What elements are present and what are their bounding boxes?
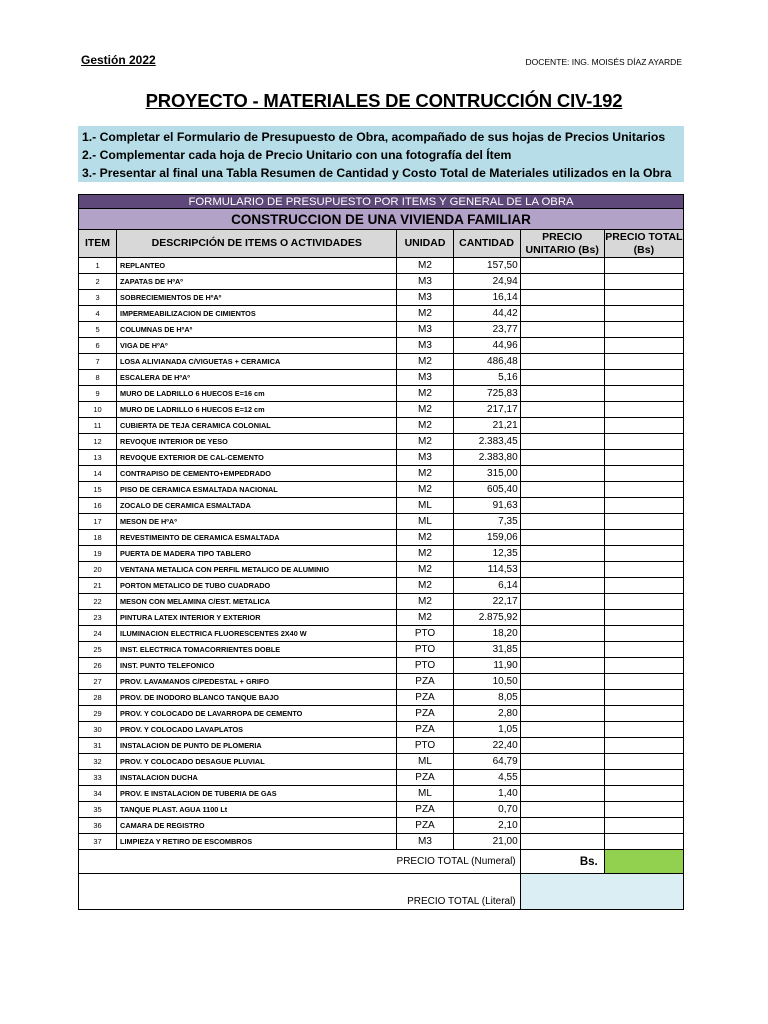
item-number: 20 xyxy=(79,562,117,578)
item-quantity: 2,10 xyxy=(453,818,520,834)
item-unit-price[interactable] xyxy=(520,578,604,594)
item-total-price[interactable] xyxy=(604,770,683,786)
item-total-price[interactable] xyxy=(604,338,683,354)
table-row xyxy=(79,658,684,674)
table-row xyxy=(79,498,684,514)
item-description: PROV. E INSTALACION DE TUBERIA DE GAS xyxy=(117,786,397,802)
item-unit: M2 xyxy=(397,594,453,610)
item-number: 29 xyxy=(79,706,117,722)
item-unit: M3 xyxy=(397,450,453,466)
item-unit-price[interactable] xyxy=(520,722,604,738)
table-row xyxy=(79,434,684,450)
item-unit: M2 xyxy=(397,258,453,274)
table-row xyxy=(79,626,684,642)
item-quantity: 21,00 xyxy=(453,834,520,850)
item-description: REVOQUE EXTERIOR DE CAL-CEMENTO xyxy=(117,450,397,466)
table-row xyxy=(79,306,684,322)
item-unit: M2 xyxy=(397,610,453,626)
item-total-price[interactable] xyxy=(604,834,683,850)
item-unit: M3 xyxy=(397,290,453,306)
item-unit-price[interactable] xyxy=(520,354,604,370)
item-quantity: 16,14 xyxy=(453,290,520,306)
table-row xyxy=(79,786,684,802)
item-unit: ML xyxy=(397,786,453,802)
item-unit: PZA xyxy=(397,818,453,834)
form-title: FORMULARIO DE PRESUPUESTO POR ITEMS Y GENERAL DE LA OBRA xyxy=(79,195,684,209)
item-number: 6 xyxy=(79,338,117,354)
item-total-price[interactable] xyxy=(604,754,683,770)
table-row xyxy=(79,258,684,274)
item-number: 22 xyxy=(79,594,117,610)
table-row xyxy=(79,354,684,370)
table-row xyxy=(79,642,684,658)
item-unit-price[interactable] xyxy=(520,594,604,610)
item-unit-price[interactable] xyxy=(520,290,604,306)
item-unit-price[interactable] xyxy=(520,274,604,290)
item-quantity: 159,06 xyxy=(453,530,520,546)
item-total-price[interactable] xyxy=(604,594,683,610)
table-row xyxy=(79,562,684,578)
item-number: 16 xyxy=(79,498,117,514)
table-row xyxy=(79,818,684,834)
item-description: ZOCALO DE CERAMICA ESMALTADA xyxy=(117,498,397,514)
item-total-price[interactable] xyxy=(604,626,683,642)
item-description: SOBRECIEMIENTOS DE HºAº xyxy=(117,290,397,306)
item-number: 19 xyxy=(79,546,117,562)
item-number: 5 xyxy=(79,322,117,338)
col-header-unit: UNIDAD xyxy=(397,230,453,258)
item-unit-price[interactable] xyxy=(520,642,604,658)
item-total-price[interactable] xyxy=(604,674,683,690)
item-quantity: 1,05 xyxy=(453,722,520,738)
item-description: TANQUE PLAST. AGUA 1100 Lt xyxy=(117,802,397,818)
instruction-3: 3.- Presentar al final una Tabla Resumen de Cantidad y Costo Total de Materiales utilizados en la Obra xyxy=(82,166,672,180)
item-total-price[interactable] xyxy=(604,610,683,626)
item-total-price[interactable] xyxy=(604,706,683,722)
item-unit-price[interactable] xyxy=(520,402,604,418)
item-description: IMPERMEABILIZACION DE CIMIENTOS xyxy=(117,306,397,322)
item-unit: M3 xyxy=(397,322,453,338)
table-row xyxy=(79,754,684,770)
item-unit: M2 xyxy=(397,386,453,402)
item-quantity: 217,17 xyxy=(453,402,520,418)
item-unit-price[interactable] xyxy=(520,834,604,850)
table-row xyxy=(79,706,684,722)
item-number: 27 xyxy=(79,674,117,690)
item-quantity: 44,42 xyxy=(453,306,520,322)
item-quantity: 44,96 xyxy=(453,338,520,354)
item-description: INST. ELECTRICA TOMACORRIENTES DOBLE xyxy=(117,642,397,658)
item-quantity: 5,16 xyxy=(453,370,520,386)
item-total-price[interactable] xyxy=(604,514,683,530)
item-number: 33 xyxy=(79,770,117,786)
item-number: 7 xyxy=(79,354,117,370)
item-unit-price[interactable] xyxy=(520,610,604,626)
item-number: 11 xyxy=(79,418,117,434)
item-total-price[interactable] xyxy=(604,306,683,322)
item-description: INSTALACION DE PUNTO DE PLOMERIA xyxy=(117,738,397,754)
item-number: 24 xyxy=(79,626,117,642)
table-row xyxy=(79,402,684,418)
item-quantity: 24,94 xyxy=(453,274,520,290)
item-total-price[interactable] xyxy=(604,482,683,498)
item-number: 21 xyxy=(79,578,117,594)
item-unit-price[interactable] xyxy=(520,418,604,434)
item-quantity: 21,21 xyxy=(453,418,520,434)
item-quantity: 18,20 xyxy=(453,626,520,642)
budget-table xyxy=(78,194,684,910)
table-row xyxy=(79,674,684,690)
item-quantity: 91,63 xyxy=(453,498,520,514)
item-unit: M3 xyxy=(397,338,453,354)
item-description: ESCALERA DE HºAº xyxy=(117,370,397,386)
table-row xyxy=(79,802,684,818)
item-unit: PZA xyxy=(397,802,453,818)
table-row xyxy=(79,722,684,738)
item-description: CAMARA DE REGISTRO xyxy=(117,818,397,834)
item-description: PUERTA DE MADERA TIPO TABLERO xyxy=(117,546,397,562)
item-total-price[interactable] xyxy=(604,578,683,594)
item-description: CONTRAPISO DE CEMENTO+EMPEDRADO xyxy=(117,466,397,482)
item-quantity: 315,00 xyxy=(453,466,520,482)
item-number: 3 xyxy=(79,290,117,306)
item-unit: PZA xyxy=(397,722,453,738)
item-unit: PTO xyxy=(397,626,453,642)
table-row xyxy=(79,386,684,402)
item-quantity: 8,05 xyxy=(453,690,520,706)
item-unit: ML xyxy=(397,514,453,530)
item-total-price[interactable] xyxy=(604,818,683,834)
table-row xyxy=(79,530,684,546)
item-number: 13 xyxy=(79,450,117,466)
item-quantity: 2.383,80 xyxy=(453,450,520,466)
item-description: VENTANA METALICA CON PERFIL METALICO DE ALUMINIO xyxy=(117,562,397,578)
item-description: PORTON METALICO DE TUBO CUADRADO xyxy=(117,578,397,594)
item-description: MESON DE HºAº xyxy=(117,514,397,530)
item-quantity: 10,50 xyxy=(453,674,520,690)
item-total-price[interactable] xyxy=(604,418,683,434)
item-unit-price[interactable] xyxy=(520,738,604,754)
item-unit-price[interactable] xyxy=(520,770,604,786)
item-unit: PZA xyxy=(397,770,453,786)
item-unit: M2 xyxy=(397,546,453,562)
item-total-price[interactable] xyxy=(604,354,683,370)
item-unit: M3 xyxy=(397,370,453,386)
item-unit-price[interactable] xyxy=(520,562,604,578)
table-row xyxy=(79,370,684,386)
item-unit: PZA xyxy=(397,674,453,690)
item-number: 35 xyxy=(79,802,117,818)
item-number: 12 xyxy=(79,434,117,450)
item-unit: M2 xyxy=(397,306,453,322)
item-number: 2 xyxy=(79,274,117,290)
item-total-price[interactable] xyxy=(604,546,683,562)
item-unit: M3 xyxy=(397,834,453,850)
instruction-1: 1.- Completar el Formulario de Presupuesto de Obra, acompañado de sus hojas de Precios Unitarios xyxy=(82,130,666,144)
item-description: REPLANTEO xyxy=(117,258,397,274)
item-quantity: 23,77 xyxy=(453,322,520,338)
item-quantity: 22,40 xyxy=(453,738,520,754)
item-unit-price[interactable] xyxy=(520,530,604,546)
item-total-price[interactable] xyxy=(604,290,683,306)
item-total-price[interactable] xyxy=(604,466,683,482)
item-total-price[interactable] xyxy=(604,258,683,274)
item-description: PROV. Y COLOCADO DESAGUE PLUVIAL xyxy=(117,754,397,770)
item-number: 23 xyxy=(79,610,117,626)
item-quantity: 2,80 xyxy=(453,706,520,722)
item-unit: M2 xyxy=(397,482,453,498)
item-description: ZAPATAS DE HºAº xyxy=(117,274,397,290)
item-unit-price[interactable] xyxy=(520,498,604,514)
item-quantity: 7,35 xyxy=(453,514,520,530)
item-total-price[interactable] xyxy=(604,722,683,738)
item-description: MURO DE LADRILLO 6 HUECOS E=16 cm xyxy=(117,386,397,402)
item-total-price[interactable] xyxy=(604,498,683,514)
col-header-qty: CANTIDAD xyxy=(453,230,520,258)
item-quantity: 2.383,45 xyxy=(453,434,520,450)
item-number: 30 xyxy=(79,722,117,738)
item-description: PROV. Y COLOCADO DE LAVARROPA DE CEMENTO xyxy=(117,706,397,722)
item-unit: M2 xyxy=(397,354,453,370)
item-total-price[interactable] xyxy=(604,274,683,290)
item-unit: PZA xyxy=(397,690,453,706)
item-unit: PTO xyxy=(397,658,453,674)
item-unit-price[interactable] xyxy=(520,706,604,722)
item-description: ILUMINACION ELECTRICA FLUORESCENTES 2X40 W xyxy=(117,626,397,642)
item-description: MESON CON MELAMINA C/EST. METALICA xyxy=(117,594,397,610)
item-number: 26 xyxy=(79,658,117,674)
item-number: 17 xyxy=(79,514,117,530)
item-description: MURO DE LADRILLO 6 HUECOS E=12 cm xyxy=(117,402,397,418)
table-row xyxy=(79,578,684,594)
table-row xyxy=(79,290,684,306)
item-total-price[interactable] xyxy=(604,434,683,450)
item-description: VIGA DE HºAº xyxy=(117,338,397,354)
item-unit-price[interactable] xyxy=(520,546,604,562)
item-unit-price[interactable] xyxy=(520,674,604,690)
instruction-2: 2.- Complementar cada hoja de Precio Unitario con una fotografía del Ítem xyxy=(82,148,512,162)
item-quantity: 114,53 xyxy=(453,562,520,578)
item-unit-price[interactable] xyxy=(520,386,604,402)
item-unit-price[interactable] xyxy=(520,482,604,498)
item-unit-price[interactable] xyxy=(520,434,604,450)
item-number: 31 xyxy=(79,738,117,754)
item-unit-price[interactable] xyxy=(520,450,604,466)
item-unit-price[interactable] xyxy=(520,514,604,530)
item-description: PISO DE CERAMICA ESMALTADA NACIONAL xyxy=(117,482,397,498)
table-row xyxy=(79,738,684,754)
item-total-price[interactable] xyxy=(604,562,683,578)
table-row xyxy=(79,274,684,290)
table-row xyxy=(79,466,684,482)
item-number: 4 xyxy=(79,306,117,322)
item-quantity: 12,35 xyxy=(453,546,520,562)
item-description: REVESTIMEINTO DE CERAMICA ESMALTADA xyxy=(117,530,397,546)
item-unit: M2 xyxy=(397,402,453,418)
item-total-price[interactable] xyxy=(604,530,683,546)
item-number: 15 xyxy=(79,482,117,498)
item-unit-price[interactable] xyxy=(520,322,604,338)
item-quantity: 64,79 xyxy=(453,754,520,770)
table-row xyxy=(79,690,684,706)
item-description: PINTURA LATEX INTERIOR Y EXTERIOR xyxy=(117,610,397,626)
currency-label: Bs. xyxy=(520,850,604,874)
item-description: INSTALACION DUCHA xyxy=(117,770,397,786)
item-quantity: 11,90 xyxy=(453,658,520,674)
item-total-price[interactable] xyxy=(604,450,683,466)
item-description: LOSA ALIVIANADA C/VIGUETAS + CERAMICA xyxy=(117,354,397,370)
table-row xyxy=(79,610,684,626)
item-number: 28 xyxy=(79,690,117,706)
gestion-label: Gestión 2022 xyxy=(81,53,156,67)
item-total-price[interactable] xyxy=(604,642,683,658)
item-quantity: 486,48 xyxy=(453,354,520,370)
item-unit-price[interactable] xyxy=(520,306,604,322)
item-number: 25 xyxy=(79,642,117,658)
col-header-item: ITEM xyxy=(79,230,117,258)
item-number: 14 xyxy=(79,466,117,482)
col-header-unit-price: PRECIO UNITARIO (Bs) xyxy=(520,230,604,258)
item-quantity: 0,70 xyxy=(453,802,520,818)
docente-label: DOCENTE: ING. MOISÉS DÍAZ AYARDE xyxy=(525,57,682,67)
item-number: 34 xyxy=(79,786,117,802)
item-unit: M2 xyxy=(397,418,453,434)
item-total-price[interactable] xyxy=(604,690,683,706)
table-row xyxy=(79,338,684,354)
item-description: COLUMNAS DE HºAº xyxy=(117,322,397,338)
item-description: CUBIERTA DE TEJA CERAMICA COLONIAL xyxy=(117,418,397,434)
item-total-price[interactable] xyxy=(604,322,683,338)
table-row xyxy=(79,482,684,498)
item-total-price[interactable] xyxy=(604,738,683,754)
item-quantity: 1,40 xyxy=(453,786,520,802)
table-row xyxy=(79,514,684,530)
item-quantity: 157,50 xyxy=(453,258,520,274)
item-total-price[interactable] xyxy=(604,386,683,402)
item-total-price[interactable] xyxy=(604,370,683,386)
item-unit-price[interactable] xyxy=(520,658,604,674)
item-unit: PTO xyxy=(397,642,453,658)
item-total-price[interactable] xyxy=(604,786,683,802)
item-number: 37 xyxy=(79,834,117,850)
item-number: 1 xyxy=(79,258,117,274)
total-numeral-value[interactable] xyxy=(604,850,683,874)
item-quantity: 605,40 xyxy=(453,482,520,498)
item-quantity: 22,17 xyxy=(453,594,520,610)
total-literal-value[interactable] xyxy=(520,874,683,910)
item-unit: M2 xyxy=(397,434,453,450)
item-quantity: 6,14 xyxy=(453,578,520,594)
item-description: PROV. DE INODORO BLANCO TANQUE BAJO xyxy=(117,690,397,706)
item-unit: ML xyxy=(397,498,453,514)
item-unit-price[interactable] xyxy=(520,338,604,354)
item-number: 18 xyxy=(79,530,117,546)
item-unit-price[interactable] xyxy=(520,786,604,802)
item-unit-price[interactable] xyxy=(520,258,604,274)
item-description: PROV. Y COLOCADO LAVAPLATOS xyxy=(117,722,397,738)
col-header-total-price: PRECIO TOTAL (Bs) xyxy=(605,230,683,256)
item-unit: M2 xyxy=(397,466,453,482)
total-literal-label: PRECIO TOTAL (Literal) xyxy=(79,874,521,910)
item-unit: M2 xyxy=(397,530,453,546)
item-number: 9 xyxy=(79,386,117,402)
item-unit-price[interactable] xyxy=(520,370,604,386)
table-row xyxy=(79,418,684,434)
item-unit: PZA xyxy=(397,706,453,722)
item-description: LIMPIEZA Y RETIRO DE ESCOMBROS xyxy=(117,834,397,850)
item-number: 8 xyxy=(79,370,117,386)
table-row xyxy=(79,450,684,466)
item-number: 36 xyxy=(79,818,117,834)
item-unit-price[interactable] xyxy=(520,466,604,482)
item-description: INST. PUNTO TELEFONICO xyxy=(117,658,397,674)
item-quantity: 725,83 xyxy=(453,386,520,402)
total-numeral-label: PRECIO TOTAL (Numeral) xyxy=(79,850,521,874)
item-unit: M2 xyxy=(397,562,453,578)
table-row xyxy=(79,322,684,338)
table-row xyxy=(79,770,684,786)
table-row xyxy=(79,594,684,610)
item-unit: M3 xyxy=(397,274,453,290)
item-description: REVOQUE INTERIOR DE YESO xyxy=(117,434,397,450)
item-number: 32 xyxy=(79,754,117,770)
item-total-price[interactable] xyxy=(604,402,683,418)
item-total-price[interactable] xyxy=(604,658,683,674)
item-unit-price[interactable] xyxy=(520,818,604,834)
table-row xyxy=(79,834,684,850)
item-unit: PTO xyxy=(397,738,453,754)
item-unit-price[interactable] xyxy=(520,754,604,770)
item-number: 10 xyxy=(79,402,117,418)
project-title: CONSTRUCCION DE UNA VIVIENDA FAMILIAR xyxy=(79,209,684,230)
item-unit: M2 xyxy=(397,578,453,594)
page-title: PROYECTO - MATERIALES DE CONTRUCCIÓN CIV-192 xyxy=(145,90,623,111)
item-unit-price[interactable] xyxy=(520,690,604,706)
item-quantity: 2.875,92 xyxy=(453,610,520,626)
col-header-desc: DESCRIPCIÓN DE ITEMS O ACTIVIDADES xyxy=(117,230,397,258)
instructions-box xyxy=(78,126,684,182)
item-description: PROV. LAVAMANOS C/PEDESTAL + GRIFO xyxy=(117,674,397,690)
item-total-price[interactable] xyxy=(604,802,683,818)
item-unit-price[interactable] xyxy=(520,802,604,818)
table-row xyxy=(79,546,684,562)
item-quantity: 4,55 xyxy=(453,770,520,786)
item-quantity: 31,85 xyxy=(453,642,520,658)
item-unit: ML xyxy=(397,754,453,770)
item-unit-price[interactable] xyxy=(520,626,604,642)
